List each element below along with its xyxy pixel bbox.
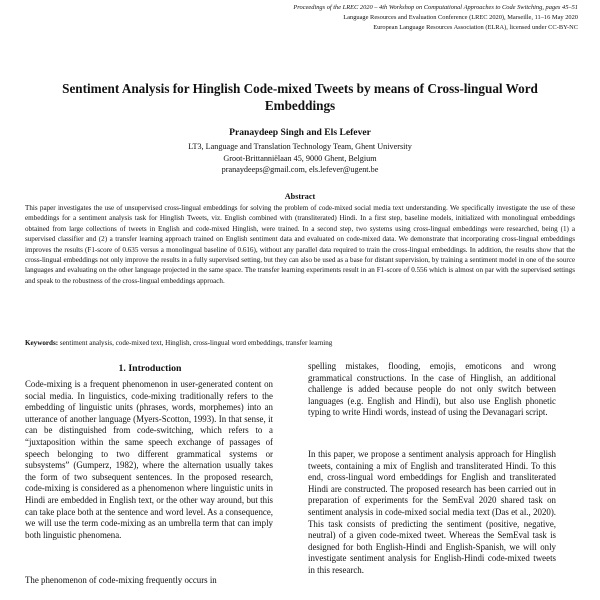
keywords-label: Keywords: bbox=[25, 339, 59, 347]
paper-title: Sentiment Analysis for Hinglish Code-mixed Tweets by means of Cross-lingual Word Embeddings bbox=[62, 81, 538, 113]
intro-right-paragraph-1 bbox=[308, 361, 556, 419]
author-emails: pranaydeeps@gmail.com, els.lefever@ugent.be bbox=[221, 165, 379, 174]
header-line-1: Proceedings of the LREC 2020 – 4th Workshop on Computational Approaches to Code Switching, pages 45–51 bbox=[293, 4, 578, 11]
paragraph: The phenomenon of code-mixing frequently occurs in bbox=[25, 575, 217, 585]
paragraph: Code-mixing is a frequent phenomenon in user-generated content on social media. In linguistics, code-mixing traditionally refers to the embedding of linguistic units (phrases, words, morphemes) into an utterance of another language (Myers-Scotton, 1993). In that sense, it can be distinguished from code-switching, which refers to a “juxtaposition within the same speech exchange of passages of speech belonging to two different grammatical systems or subsystems” (Gumperz, 1982), where the alternation usually takes the form of two subsequent sentences. In the proposed research, code-mixing is considered as a phenomenon where linguistic units in Hindi are embedded in English text, or the other way around, but this can take place both at the sentence and word level. As a consequence, we will use the term code-mixing as an umbrella term that can imply both linguistic phenomena. bbox=[25, 379, 273, 540]
section-heading-introduction: 1. Introduction bbox=[118, 363, 182, 374]
keywords bbox=[25, 338, 575, 348]
affiliation bbox=[0, 141, 600, 176]
authors: Pranaydeep Singh and Els Lefever bbox=[229, 127, 371, 138]
header-line-2: Language Resources and Evaluation Conference (LREC 2020), Marseille, 11–16 May 2020 bbox=[343, 14, 578, 21]
keywords-text: sentiment analysis, code-mixed text, Hinglish, cross-lingual word embeddings, transfer learning bbox=[59, 339, 333, 347]
proceedings-header bbox=[158, 3, 578, 33]
paragraph: In this paper, we propose a sentiment analysis approach for Hinglish tweets, containing a mix of English and transliterated Hindi. To this end, cross-lingual word embeddings for English and transliterated Hindi are constructed. The proposed research has been carried out in preparation of experiments for the SemEval 2020 shared task on sentiment analysis in code-mixed social media text (Das et al., 2020). This task consists of predicting the sentiment (positive, negative, neutral) of a given code-mixed tweet. Whereas the SemEval task is designed for both English-Hindi and English-Spanish, we will only investigate sentiment analysis for English-Hindi code-mixed tweets in this research. bbox=[308, 449, 556, 575]
affiliation-line-1: LT3, Language and Translation Technology Team, Ghent University bbox=[188, 142, 412, 151]
header-line-3: European Language Resources Association (ELRA), licensed under CC-BY-NC bbox=[373, 24, 578, 31]
affiliation-line-2: Groot-Brittanniëlaan 45, 9000 Ghent, Belgium bbox=[223, 153, 377, 163]
abstract-heading: Abstract bbox=[284, 192, 316, 201]
intro-left-paragraph-1 bbox=[25, 379, 273, 541]
intro-right-paragraph-2 bbox=[308, 449, 556, 577]
abstract-text: This paper investigates the use of unsupervised cross-lingual embeddings for solving the problem of code-mixed social media text understanding. We specifically investigate the use of these embeddings for a sentiment analysis task for Hinglish Tweets, viz. English combined with (transliterated) Hindi. In a first step, baseline models, initialized with monolingual embeddings obtained from large collections of tweets in English and code-mixed Hinglish, were trained. In a second step, two systems using cross-lingual embeddings were researched, being (1) a supervised classifier and (2) a transfer learning approach trained on English sentiment data and evaluated on code-mixed data. We demonstrate that incorporating cross-lingual embeddings improves the results (F1-score of 0.635 versus a monolingual baseline of 0.616), without any parallel data required to train the cross-lingual embeddings. In addition, the results show that the cross-lingual embeddings not only improve the results in a fully supervised setting, but they can also be used as a base for distant supervision, by training a sentiment model in one of the source languages and evaluating on the other language projected in the same space. The transfer learning experiments result in an F1-score of 0.556 which is almost on par with the supervised settings and speak to the robustness of the cross-lingual embeddings approach. bbox=[25, 204, 575, 285]
paragraph: spelling mistakes, flooding, emojis, emoticons and wrong grammatical constructions. In the case of Hinglish, an additional challenge is added because people do not only switch between languages (e.g. English and Hindi), but also use English phonetic typing to write Hindi words, instead of using the Devanagari script. bbox=[308, 361, 556, 418]
intro-left-paragraph-2 bbox=[25, 575, 273, 587]
